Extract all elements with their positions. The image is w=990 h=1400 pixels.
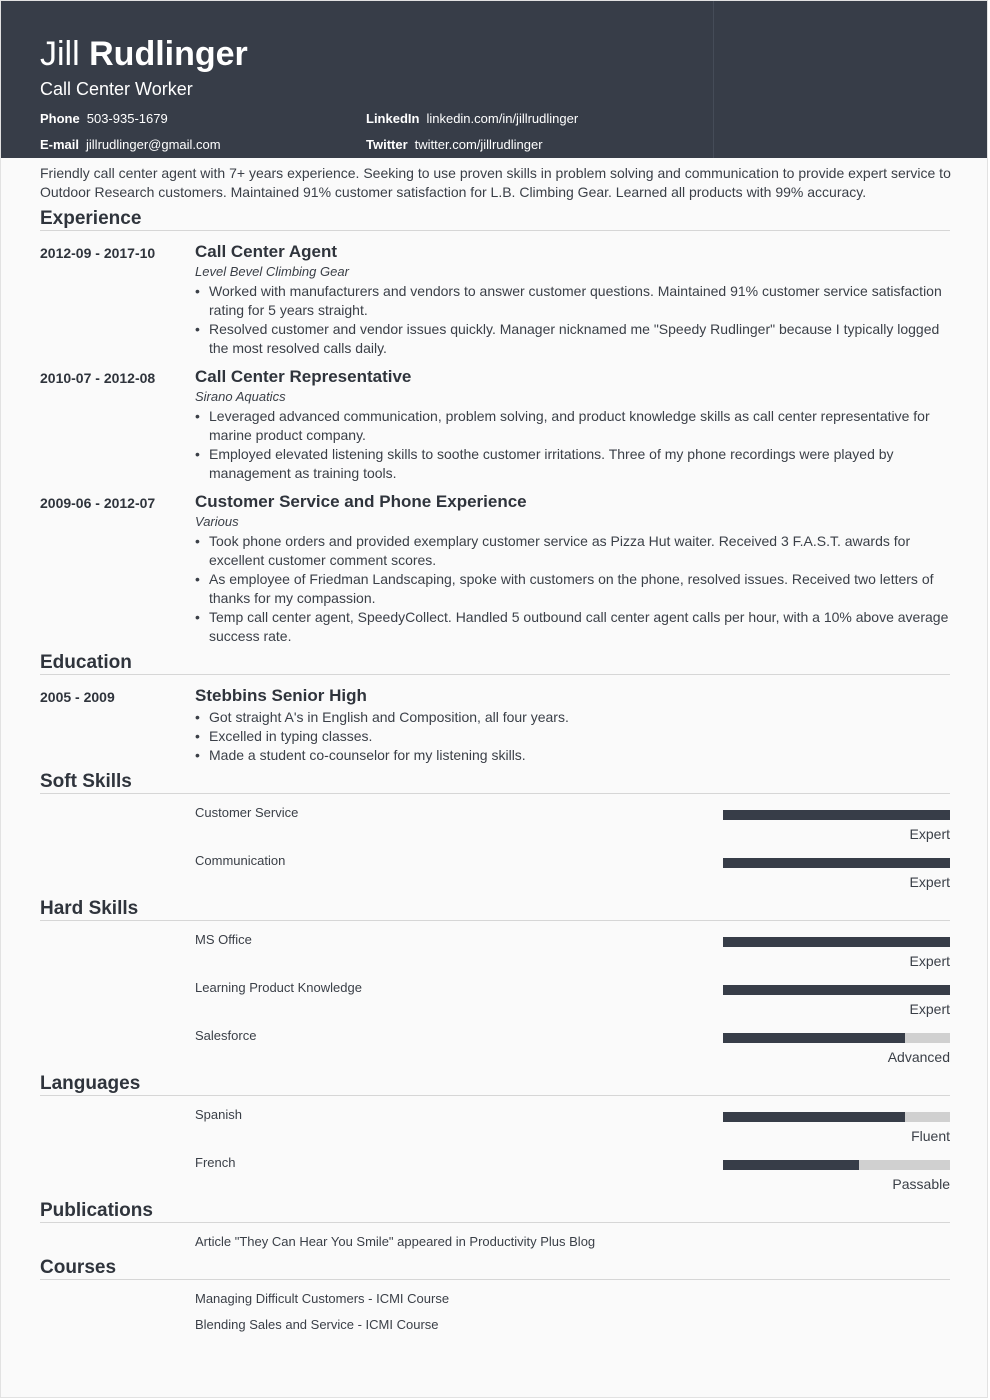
- skill-level-bar: [723, 810, 950, 820]
- skill-level-fill: [723, 1033, 905, 1043]
- section-title-education: Education: [40, 652, 132, 673]
- job-dates: 2010-07 - 2012-08: [40, 370, 156, 386]
- last-name: Rudlinger: [89, 35, 248, 73]
- first-name: Jill: [40, 35, 80, 73]
- skill-level-fill: [723, 937, 950, 947]
- skill-level-bar: [723, 985, 950, 995]
- skill-name: Learning Product Knowledge: [195, 980, 362, 995]
- contact-label: Phone: [40, 111, 80, 126]
- job-title: Customer Service and Phone Experience: [195, 492, 527, 511]
- skill-level-label: Expert: [909, 1001, 950, 1017]
- language-level-label: Passable: [892, 1176, 950, 1192]
- contact-email: [40, 137, 221, 153]
- list-item: • Leveraged advanced communication, problem solving, and product knowledge skills as call center representative for marine product company.: [195, 407, 955, 445]
- skill-name: Communication: [195, 853, 286, 868]
- section-title-experience: Experience: [40, 208, 142, 229]
- contact-label: Twitter: [366, 137, 408, 152]
- summary-text: Friendly call center agent with 7+ years experience. Seeking to use proven skills in problem solving and communication to provide expert service to Outdoor Research customers. Maintained 91% customer satisfaction for L.B. Climbing Gear. Learned all products with 99% accuracy.: [40, 165, 951, 200]
- skill-level-bar: [723, 937, 950, 947]
- language-name: French: [195, 1155, 236, 1170]
- list-item: • Made a student co-counselor for my listening skills.: [195, 746, 955, 765]
- section-title-publications: Publications: [40, 1200, 153, 1221]
- list-item: • As employee of Friedman Landscaping, spoke with customers on the phone, resolved issues. Received two letters of thanks for my compassion.: [195, 570, 955, 608]
- section-title-courses: Courses: [40, 1257, 117, 1278]
- skill-level-label: Expert: [909, 874, 950, 890]
- contact-twitter: [366, 137, 543, 153]
- list-item: • Temp call center agent, SpeedyCollect. Handled 5 outbound call center agent calls per hour, with a 10% above average success rate.: [195, 608, 955, 646]
- contact-label: E-mail: [40, 137, 80, 152]
- skill-level-fill: [723, 858, 950, 868]
- section-divider: [40, 1222, 950, 1223]
- skill-level-bar: [723, 858, 950, 868]
- language-level-bar: [723, 1112, 950, 1122]
- language-level-fill: [723, 1112, 905, 1122]
- education-dates: 2005 - 2009: [40, 689, 115, 705]
- job-employer: Sirano Aquatics: [195, 389, 286, 404]
- language-level-fill: [723, 1160, 859, 1170]
- list-item: • Got straight A's in English and Composition, all four years.: [195, 708, 955, 727]
- job-bullets: [195, 532, 955, 646]
- contact-value[interactable]: 503-935-1679: [86, 111, 168, 126]
- skill-level-fill: [723, 810, 950, 820]
- contact-value[interactable]: linkedin.com/in/jillrudlinger: [426, 111, 579, 126]
- candidate-role: Call Center Worker: [40, 79, 193, 99]
- list-item: • Resolved customer and vendor issues quickly. Manager nicknamed me "Speedy Rudlinger" because I typically logged the most resolved calls daily.: [195, 320, 955, 358]
- job-dates: 2012-09 - 2017-10: [40, 245, 156, 261]
- section-divider: [40, 674, 950, 675]
- section-divider: [40, 1279, 950, 1280]
- job-employer: Level Bevel Climbing Gear: [195, 264, 349, 279]
- job-bullets: [195, 407, 955, 483]
- section-title-soft-skills: Soft Skills: [40, 771, 132, 792]
- section-divider: [40, 230, 950, 231]
- language-name: Spanish: [195, 1107, 242, 1122]
- list-item: • Worked with manufacturers and vendors to answer customer questions. Maintained 91% customer service satisfaction rating for 5 years straight.: [195, 282, 955, 320]
- skill-name: Customer Service: [195, 805, 299, 820]
- list-item: • Employed elevated listening skills to soothe customer irritations. Three of my phone recordings were played by management as training tools.: [195, 445, 955, 483]
- publication-item: Article "They Can Hear You Smile" appeared in Productivity Plus Blog: [195, 1234, 596, 1249]
- skill-level-bar: [723, 1033, 950, 1043]
- skill-level-label: Expert: [909, 826, 950, 842]
- contact-value[interactable]: twitter.com/jillrudlinger: [414, 137, 543, 152]
- job-employer: Various: [195, 514, 239, 529]
- contact-label: LinkedIn: [366, 111, 420, 126]
- skill-name: MS Office: [195, 932, 252, 947]
- job-title: Call Center Representative: [195, 367, 412, 386]
- section-title-languages: Languages: [40, 1073, 141, 1094]
- section-title-hard-skills: Hard Skills: [40, 898, 139, 919]
- list-item: • Took phone orders and provided exemplary customer service as Pizza Hut waiter. Received 3 F.A.S.T. awards for excellent customer comment scores.: [195, 532, 955, 570]
- course-item: Blending Sales and Service - ICMI Course: [195, 1317, 439, 1332]
- contact-phone: [40, 111, 168, 127]
- job-dates: 2009-06 - 2012-07: [40, 495, 156, 511]
- course-item: Managing Difficult Customers - ICMI Course: [195, 1291, 450, 1306]
- section-divider: [40, 920, 950, 921]
- candidate-name: [40, 34, 248, 74]
- skill-level-fill: [723, 985, 950, 995]
- section-divider: [40, 1095, 950, 1096]
- education-bullets: [195, 708, 955, 765]
- contact-linkedin: [366, 111, 578, 127]
- header-divider: [713, 1, 714, 158]
- language-level-label: Fluent: [911, 1128, 950, 1144]
- resume-header: [1, 1, 988, 158]
- section-divider: [40, 793, 950, 794]
- skill-level-label: Expert: [909, 953, 950, 969]
- job-bullets: [195, 282, 955, 358]
- language-level-bar: [723, 1160, 950, 1170]
- skill-level-label: Advanced: [887, 1049, 950, 1065]
- skill-name: Salesforce: [195, 1028, 257, 1043]
- school-name: Stebbins Senior High: [195, 686, 367, 705]
- list-item: • Excelled in typing classes.: [195, 727, 955, 746]
- job-title: Call Center Agent: [195, 242, 338, 261]
- contact-value[interactable]: jillrudlinger@gmail.com: [86, 137, 221, 152]
